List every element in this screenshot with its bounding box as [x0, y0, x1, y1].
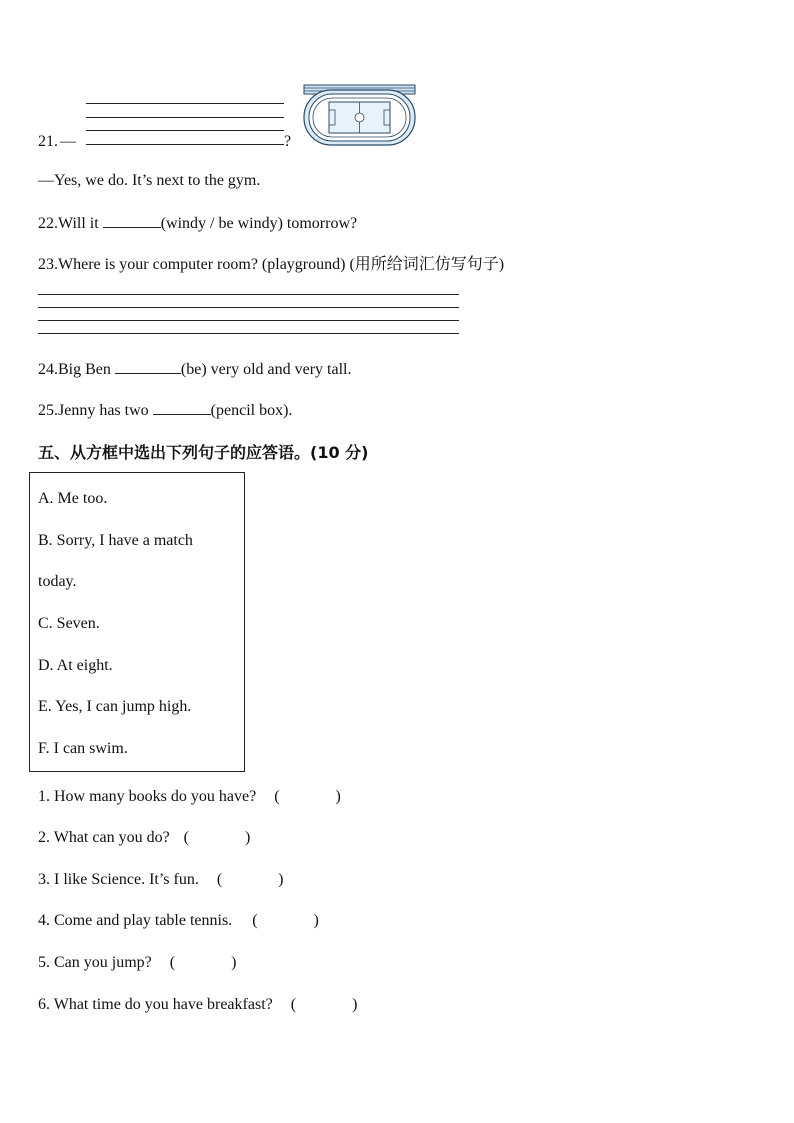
option-b-continued: today. [38, 573, 77, 590]
option-a: A. Me too. [38, 490, 108, 507]
section-5-heading: 五、从方框中选出下列句子的应答语。(10 分) [38, 443, 369, 462]
q21-dash: — [60, 133, 76, 150]
q21-answer: —Yes, we do. It’s next to the gym. [38, 172, 261, 189]
q23-prompt: 23.Where is your computer room? (playground) (用所给词汇仿写句子) [38, 256, 505, 273]
match-question-2-text: 2. What can you do? [38, 829, 170, 846]
q23-writing-line-4[interactable] [38, 333, 459, 334]
q22-before: Will it [58, 215, 99, 232]
q21-number-text: 21. [38, 133, 58, 150]
q21-question-mark: ? [284, 133, 292, 150]
answer-paren-5[interactable]: ( ) [169, 954, 237, 971]
q22-blank[interactable] [103, 213, 161, 228]
q24-blank[interactable] [115, 359, 181, 374]
q22-number: 22. [38, 215, 58, 232]
playground-track-icon [302, 84, 417, 147]
q25-before: Jenny has two [58, 402, 149, 419]
match-question-6-text: 6. What time do you have breakfast? [38, 996, 273, 1013]
answer-paren-3[interactable]: ( ) [216, 871, 284, 888]
option-b: B. Sorry, I have a match [38, 532, 193, 549]
answer-paren-2[interactable]: ( ) [183, 829, 251, 846]
match-question-4-text: 4. Come and play table tennis. [38, 912, 233, 929]
match-question-5 [38, 953, 236, 973]
match-question-6 [38, 995, 357, 1015]
option-d: D. At eight. [38, 657, 113, 674]
q23-writing-line-2[interactable] [38, 307, 459, 308]
q25-number: 25. [38, 402, 58, 419]
match-question-3 [38, 870, 284, 890]
match-question-1 [38, 787, 341, 807]
q23-writing-line-1[interactable] [38, 294, 459, 295]
match-question-1-text: 1. How many books do you have? [38, 788, 257, 805]
q22-after: (windy / be windy) tomorrow? [160, 215, 358, 232]
q21-writing-line-4[interactable] [86, 144, 284, 145]
answer-paren-6[interactable]: ( ) [290, 996, 358, 1013]
q22 [38, 213, 357, 234]
match-question-2 [38, 828, 250, 848]
q21-writing-line-3[interactable] [86, 130, 284, 131]
q21-number [38, 132, 76, 152]
q21-writing-line-1[interactable] [86, 103, 284, 104]
q24 [38, 359, 352, 380]
q24-before: Big Ben [58, 361, 111, 378]
match-question-5-text: 5. Can you jump? [38, 954, 152, 971]
option-f: F. I can swim. [38, 740, 128, 757]
q24-number: 24. [38, 361, 58, 378]
option-e: E. Yes, I can jump high. [38, 698, 192, 715]
q23-writing-line-3[interactable] [38, 320, 459, 321]
answer-paren-1[interactable]: ( ) [274, 788, 341, 805]
answer-paren-4[interactable]: ( ) [252, 912, 319, 929]
option-c: C. Seven. [38, 615, 100, 632]
q24-after: (be) very old and very tall. [180, 361, 352, 378]
q25-blank[interactable] [153, 400, 211, 415]
q25-after: (pencil box). [210, 402, 293, 419]
match-question-3-text: 3. I like Science. It’s fun. [38, 871, 199, 888]
q21-writing-line-2[interactable] [86, 117, 284, 118]
q25 [38, 400, 292, 421]
match-question-4 [38, 911, 319, 931]
